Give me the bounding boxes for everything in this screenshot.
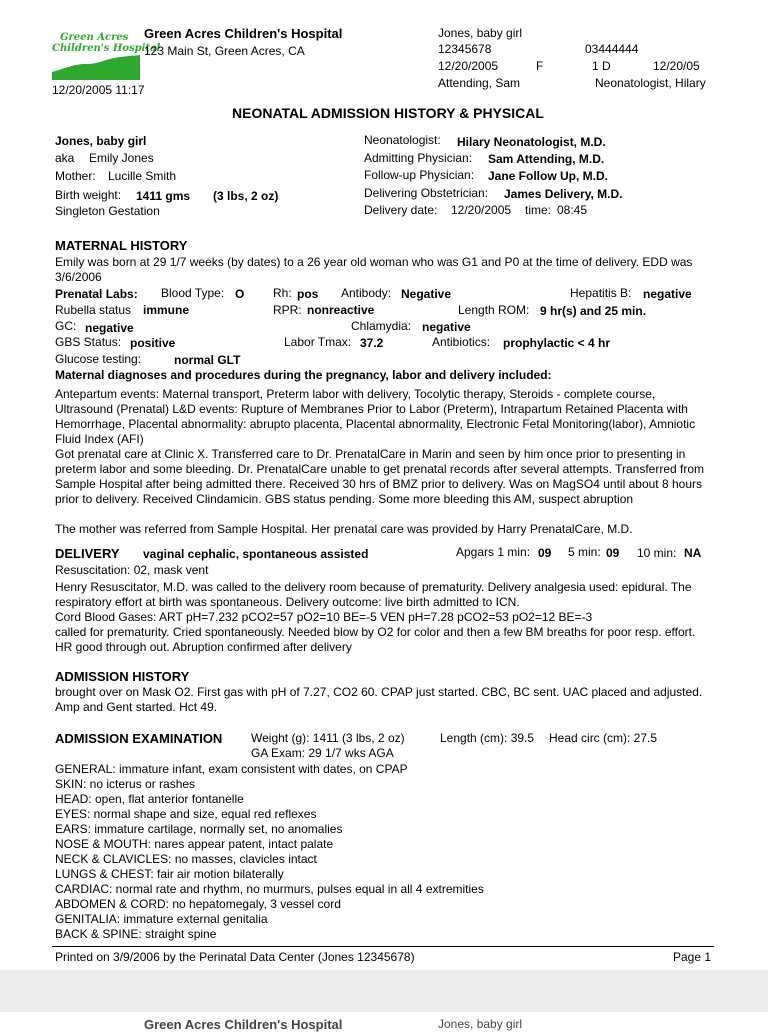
- exam-finding: GENERAL: immature infant, exam consistent with dates, on CPAP: [55, 762, 408, 776]
- delivery-mode: vaginal cephalic, spontaneous assisted: [143, 547, 369, 561]
- admission-exam-heading: ADMISSION EXAMINATION: [55, 731, 223, 746]
- demo-neonatologist: Hilary Neonatologist, M.D.: [457, 135, 606, 149]
- demo-admitting: Sam Attending, M.D.: [488, 152, 605, 166]
- delivery-cord-gases: Cord Blood Gases: ART pH=7.232 pCO2=57 pO2=10 BE=-5 VEN pH=7.28 pCO2=53 pO2=12 BE=-3: [55, 610, 593, 624]
- exam-ga: GA Exam: 29 1/7 wks AGA: [251, 746, 394, 760]
- exam-finding: ABDOMEN & CORD: no hepatomegaly, 3 vessel cord: [55, 897, 341, 911]
- demo-birth-weight-lbs: (3 lbs, 2 oz): [213, 189, 279, 203]
- chlamydia-label: Chlamydia:: [351, 319, 412, 333]
- chlamydia-value: negative: [422, 320, 471, 334]
- tmax-label: Labor Tmax:: [284, 335, 352, 349]
- delivery-narrative2: called for prematurity. Cried spontaneously. Needed blow by O2 for color and then a few BM breaths for poor resp. effort. HR good through out. Abruption confirmed after delivery: [55, 625, 696, 654]
- maternal-diagnoses: Antepartum events: Maternal transport, Preterm labor with delivery, Tocolytic therapy, Steroids - complete course, Ultrasound (Prenatal) L&D events: Rupture of Membranes Prior to Labor (Preterm), Intrapartum Retained Placenta with Hemorrhage, Placental abnormality: abrupto placenta, Placental abnormality, Electronic Fetal Monitoring(labor), Amniotic Fluid Index (AFI): [55, 387, 696, 446]
- rom-value: 9 hr(s) and 25 min.: [540, 304, 647, 318]
- print-timestamp: 12/20/2005 11:17: [52, 83, 145, 97]
- label-patient-name: Jones, baby girl: [438, 26, 523, 40]
- label-dob: 12/20/2005: [438, 59, 499, 73]
- gbs-label: GBS Status:: [55, 335, 122, 349]
- document-title: NEONATAL ADMISSION HISTORY & PHYSICAL: [232, 105, 544, 121]
- rh-value: pos: [297, 287, 319, 301]
- antibody-label: Antibody:: [341, 286, 392, 300]
- maternal-diagnoses-heading: Maternal diagnoses and procedures during the pregnancy, labor and delivery included:: [55, 368, 552, 382]
- gbs-value: positive: [130, 336, 176, 350]
- exam-finding: BACK & SPINE: straight spine: [55, 927, 217, 941]
- glucose-label: Glucose testing:: [55, 352, 142, 366]
- demo-admitting-label: Admitting Physician:: [364, 151, 473, 165]
- label-account: 03444444: [585, 42, 639, 56]
- delivery-narrative1: Henry Resuscitator, M.D. was called to the delivery room because of prematurity. Delivery analgesia used: epidural. The respiratory effort at birth was spontaneous. Delivery outcome: live birth admitted to ICN.: [55, 580, 692, 609]
- tmax-value: 37.2: [360, 336, 384, 350]
- hospital-address: 123 Main St, Green Acres, CA: [144, 44, 305, 58]
- exam-finding: SKIN: no icterus or rashes: [55, 777, 196, 791]
- next-page-hospital-name: Green Acres Children's Hospital: [144, 1017, 343, 1032]
- label-mrn: 12345678: [438, 42, 492, 56]
- exam-length: Length (cm): 39.5: [440, 731, 535, 745]
- demo-followup-label: Follow-up Physician:: [364, 168, 475, 182]
- logo-line1: Green Acres: [60, 32, 129, 43]
- demo-obstetrician-label: Delivering Obstetrician:: [364, 186, 489, 200]
- antibiotics-label: Antibiotics:: [432, 335, 491, 349]
- apgar5-label: 5 min:: [568, 545, 601, 559]
- maternal-history-heading: MATERNAL HISTORY: [55, 238, 188, 253]
- logo-hills-graphic: [52, 28, 140, 86]
- exam-finding: CARDIAC: normal rate and rhythm, no murmurs, pulses equal in all 4 extremities: [55, 882, 484, 896]
- exam-weight: Weight (g): 1411 (3 lbs, 2 oz): [251, 731, 405, 745]
- demo-followup: Jane Follow Up, M.D.: [488, 169, 609, 183]
- exam-finding: NOSE & MOUTH: nares appear patent, intact palate: [55, 837, 334, 851]
- admission-history-text: brought over on Mask O2. First gas with pH of 7.27, CO2 60. CPAP just started. CBC, BC sent. UAC placed and adjusted. Amp and Gent started. Hct 49.: [55, 685, 703, 714]
- exam-finding: EYES: normal shape and size, equal red reflexes: [55, 807, 317, 821]
- next-page-patient-name: Jones, baby girl: [438, 1017, 523, 1031]
- next-page-top: [0, 1012, 768, 1024]
- gc-label: GC:: [55, 319, 77, 333]
- apgar1-value: 09: [538, 546, 552, 560]
- demo-obstetrician: James Delivery, M.D.: [504, 187, 623, 201]
- blood-type-label: Blood Type:: [161, 286, 225, 300]
- hepb-label: Hepatitis B:: [570, 286, 632, 300]
- label-age: 1 D: [592, 59, 611, 73]
- hepb-value: negative: [643, 287, 692, 301]
- demo-delivery-date-label: Delivery date:: [364, 203, 438, 217]
- demo-gestation: Singleton Gestation: [55, 204, 160, 218]
- delivery-resuscitation: Resuscitation: 02, mask vent: [55, 563, 209, 577]
- exam-finding: EARS: immature cartilage, normally set, no anomalies: [55, 822, 343, 836]
- exam-finding: LUNGS & CHEST: fair air motion bilaterally: [55, 867, 284, 881]
- demo-birth-weight: 1411 gms: [136, 189, 191, 203]
- exam-finding: HEAD: open, flat anterior fontanelle: [55, 792, 244, 806]
- exam-findings-list: [55, 762, 484, 942]
- exam-finding: NECK & CLAVICLES: no masses, clavicles intact: [55, 852, 317, 866]
- footer-rule: [52, 946, 714, 947]
- maternal-referral: The mother was referred from Sample Hospital. Her prenatal care was provided by Harry PrenatalCare, M.D.: [55, 522, 633, 536]
- hospital-name: Green Acres Children's Hospital: [144, 26, 343, 41]
- antibody-value: Negative: [401, 287, 452, 301]
- rpr-label: RPR:: [273, 303, 302, 317]
- demo-birth-weight-label: Birth weight:: [55, 188, 122, 202]
- footer-printed: Printed on 3/9/2006 by the Perinatal Data Center (Jones 12345678): [55, 950, 415, 964]
- blood-type: O: [235, 287, 245, 301]
- demo-neonatologist-label: Neonatologist:: [364, 133, 441, 147]
- demo-aka-label: aka: [55, 151, 75, 165]
- maternal-intro: Emily was born at 29 1/7 weeks (by dates) to a 26 year old woman who was G1 and P0 at the time of delivery. EDD was 3/6/2006: [55, 255, 693, 284]
- demo-delivery-date: 12/20/2005: [451, 203, 512, 217]
- rom-label: Length ROM:: [458, 303, 530, 317]
- logo-line2: Children's Hospital: [52, 43, 161, 54]
- apgar1-label: Apgars 1 min:: [456, 545, 531, 559]
- label-attending: Attending, Sam: [438, 76, 521, 90]
- exam-head-circ: Head circ (cm): 27.5: [549, 731, 658, 745]
- admission-history-heading: ADMISSION HISTORY: [55, 669, 190, 684]
- rh-label: Rh:: [273, 286, 292, 300]
- exam-finding: GENITALIA: immature external genitalia: [55, 912, 268, 926]
- maternal-narrative: Got prenatal care at Clinic X. Transferred care to Dr. PrenatalCare in Marin and seen by him once prior to presenting in preterm labor and some bleeding. Dr. PrenatalCare unable to get prenatal records after several attempts. Transferred from Sample Hospital after being admitted there. Received 30 hrs of BMZ prior to delivery. Was on MagSO4 until about 8 hours prior to delivery. Received Clindamicin. GBS status pending. Some more bleeding this AM, suspect abruption: [55, 447, 704, 506]
- rubella-label: Rubella status: [55, 303, 132, 317]
- hospital-logo: [52, 28, 161, 86]
- rpr-value: nonreactive: [307, 303, 375, 317]
- prenatal-labs-label: Prenatal Labs:: [55, 287, 138, 301]
- apgar5-value: 09: [606, 546, 620, 560]
- gc-value: negative: [85, 321, 134, 335]
- demo-name: Jones, baby girl: [55, 134, 147, 148]
- demo-aka: Emily Jones: [89, 151, 154, 165]
- label-neonatologist: Neonatologist, Hilary: [595, 76, 706, 90]
- demo-mother: Lucille Smith: [108, 169, 177, 183]
- rubella-value: immune: [143, 303, 190, 317]
- glucose-value: normal GLT: [174, 353, 241, 367]
- antibiotics-value: prophylactic < 4 hr: [503, 336, 611, 350]
- delivery-heading: DELIVERY: [55, 546, 120, 561]
- label-sex: F: [536, 59, 544, 73]
- apgar10-value: NA: [684, 546, 702, 560]
- label-admit-date: 12/20/05: [653, 59, 700, 73]
- demo-time-label: time:: [525, 203, 552, 217]
- apgar10-label: 10 min:: [637, 546, 677, 560]
- demo-time: 08:45: [557, 203, 588, 217]
- footer-page-number: Page 1: [673, 950, 712, 964]
- demo-mother-label: Mother:: [55, 169, 96, 183]
